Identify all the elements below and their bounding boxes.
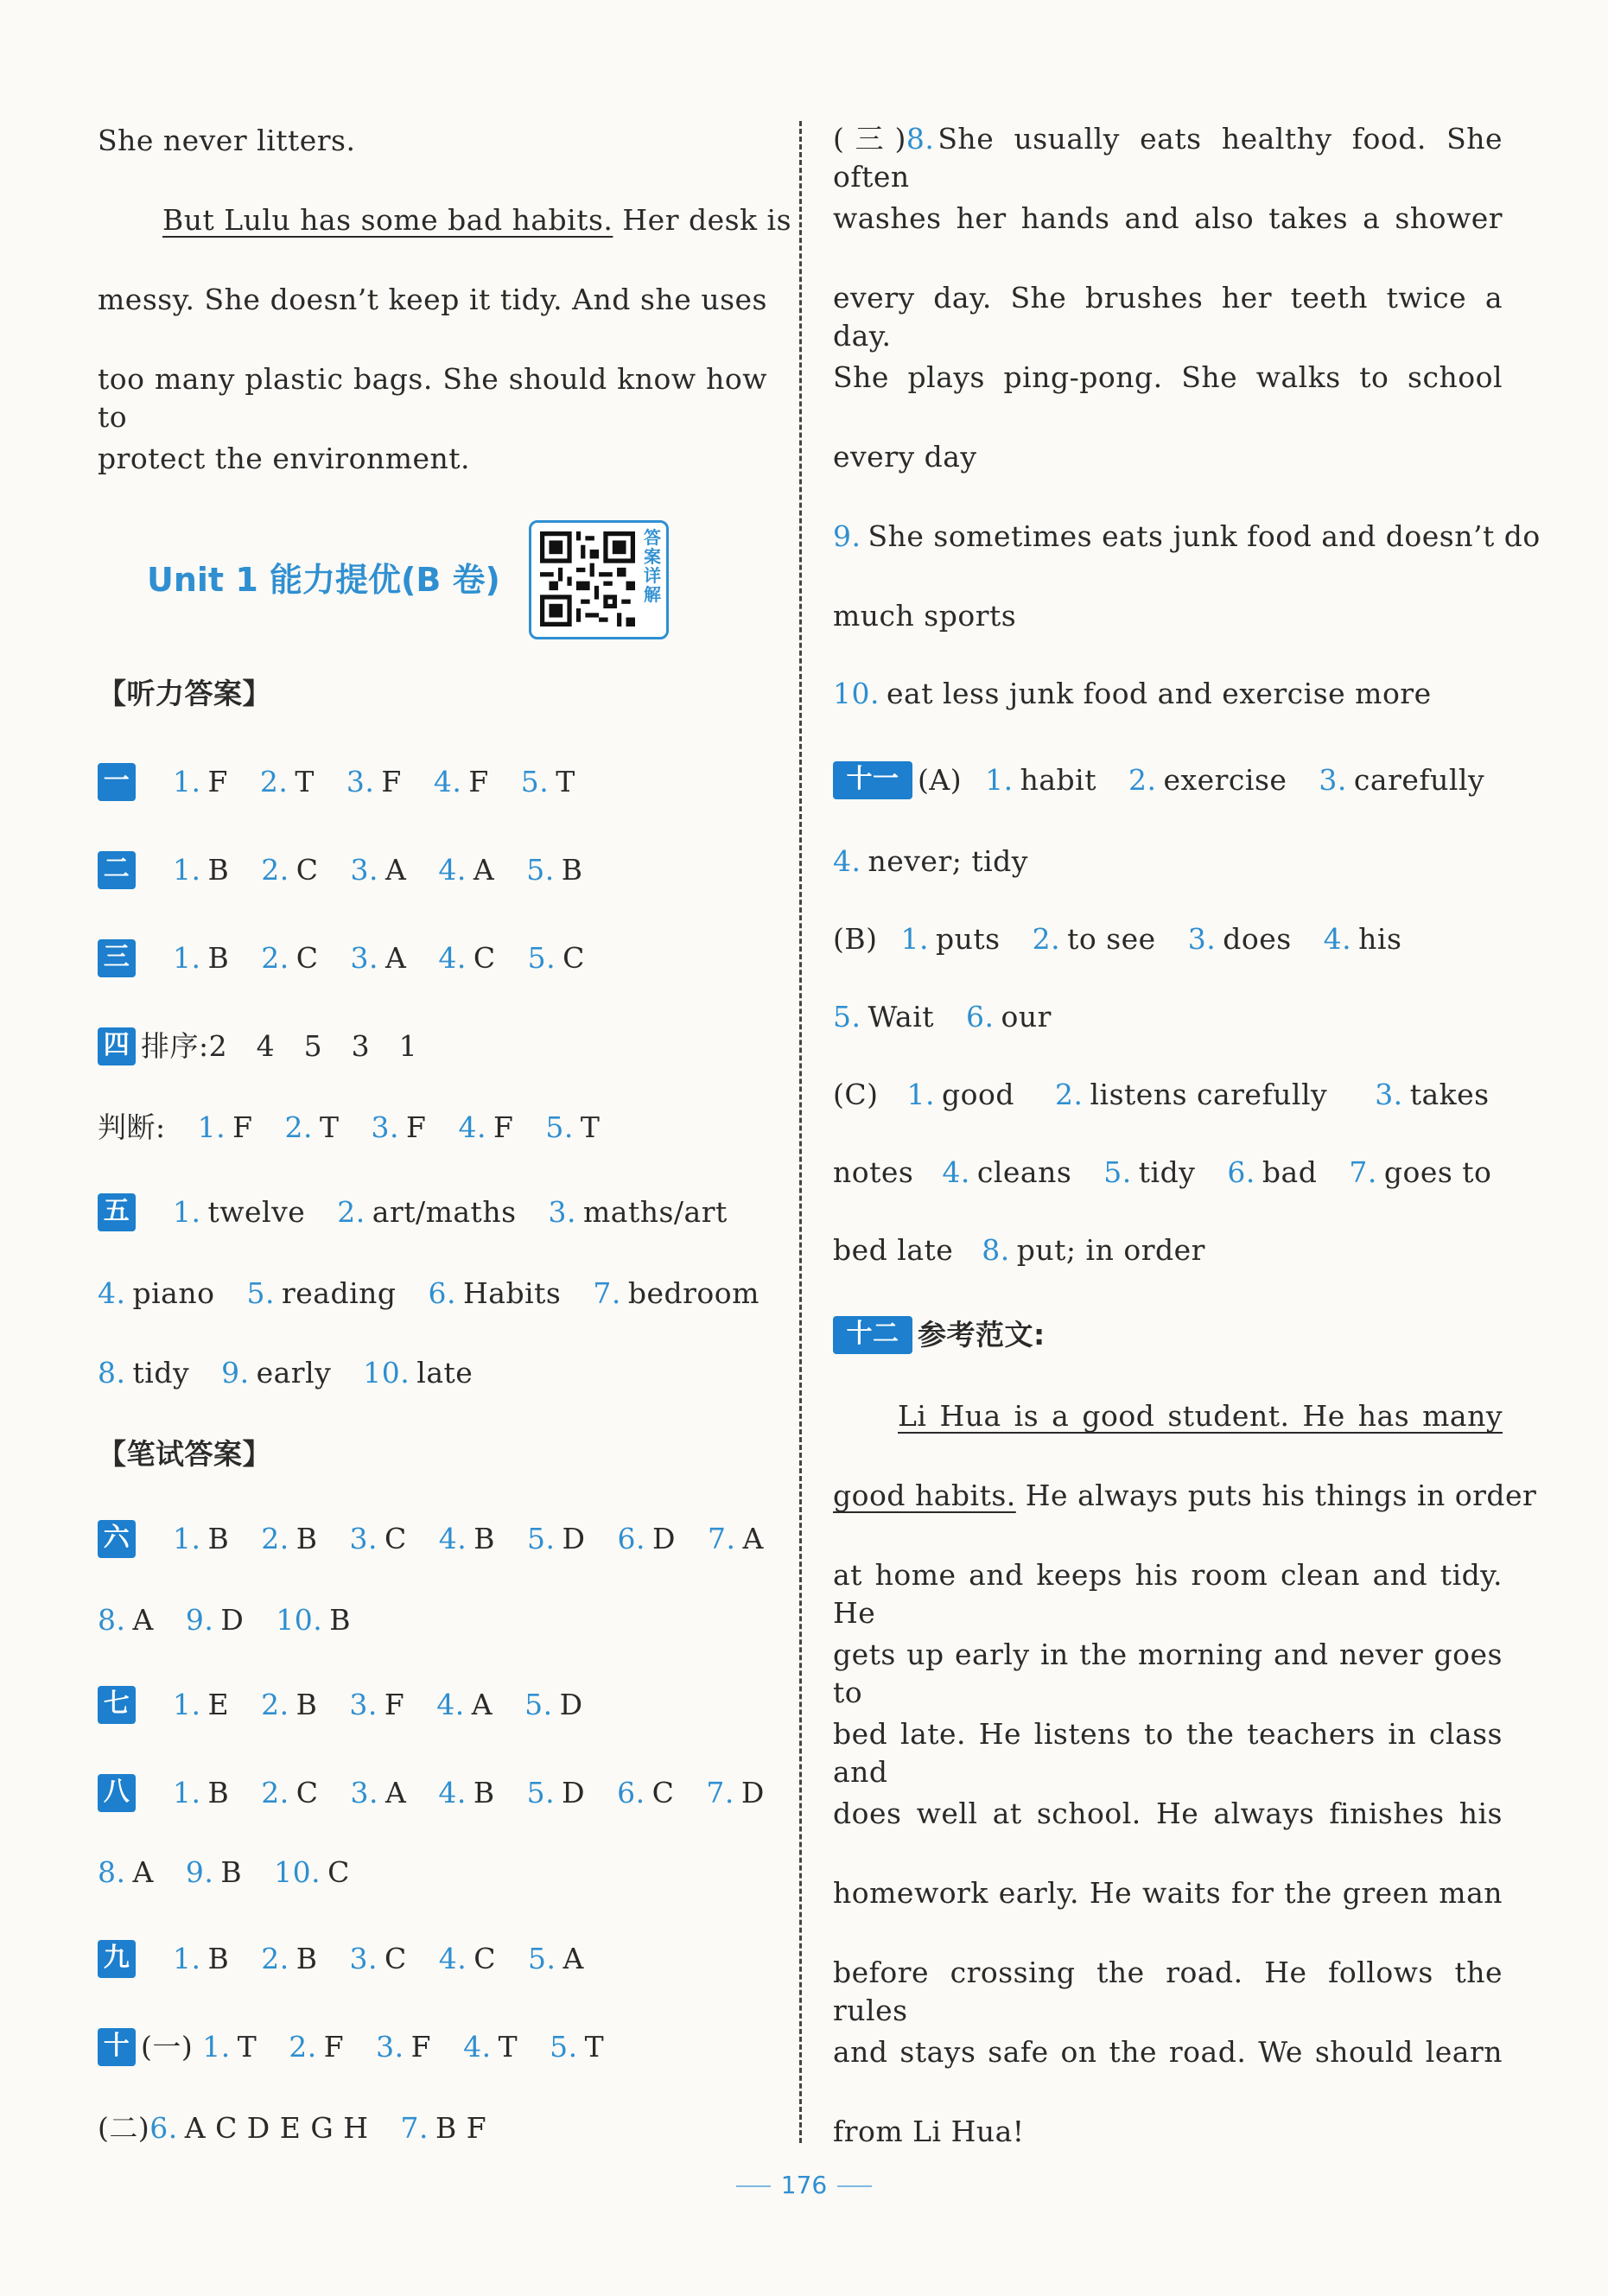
item-number: 4. bbox=[1323, 922, 1352, 956]
item-number: 4. bbox=[463, 2030, 492, 2064]
answer-item: 8. put; in order bbox=[982, 1233, 1205, 1267]
essay-line: gets up early in the morning and never goes to bbox=[833, 1638, 1503, 1709]
passage-line: But Lulu has some bad habits. Her desk is bbox=[162, 203, 792, 237]
item-number: 5. bbox=[550, 2030, 578, 2064]
answer-row bbox=[98, 1940, 767, 1978]
item-number: 5. bbox=[524, 1688, 553, 1721]
section-badge: 二 bbox=[98, 851, 136, 889]
answer-item: 4. never; tidy bbox=[833, 844, 1028, 878]
item-number: 4. bbox=[438, 1942, 467, 1975]
item-number: 2. bbox=[261, 1522, 289, 1555]
item-number: 2. bbox=[261, 1776, 289, 1809]
item-number: 3. bbox=[349, 1688, 378, 1721]
answer-row bbox=[833, 998, 1503, 1036]
item-number: 2. bbox=[1054, 1078, 1084, 1111]
answer-item: 1. F bbox=[173, 765, 228, 798]
answer-item: 4. A bbox=[438, 853, 495, 887]
answer-item: 5. T bbox=[545, 1110, 601, 1144]
item-number: 1. bbox=[906, 1078, 935, 1111]
item-number: 1. bbox=[173, 1688, 201, 1721]
item-number: 7. bbox=[593, 1276, 621, 1310]
section-badge: 九 bbox=[98, 1940, 136, 1978]
answer-item: 3. A bbox=[350, 941, 407, 975]
answer-item: 2. exercise bbox=[1128, 763, 1287, 797]
section-badge: 四 bbox=[98, 1027, 136, 1065]
item-number: 4. bbox=[833, 844, 861, 878]
answer-item: 4. cleans bbox=[942, 1155, 1072, 1189]
answer-item: 6. Habits bbox=[428, 1276, 562, 1310]
item-number: 3. bbox=[1187, 922, 1217, 956]
answer-item: 6. C bbox=[617, 1776, 675, 1809]
answer-item: 9. D bbox=[185, 1603, 245, 1637]
answer-item: 8. A bbox=[98, 1603, 154, 1637]
answer-row bbox=[98, 1193, 767, 1231]
answer-item: 2. T bbox=[259, 765, 315, 798]
item-number: 1. bbox=[173, 853, 201, 887]
answer-item: 3. F bbox=[349, 1688, 405, 1721]
section-badge: 一 bbox=[98, 763, 136, 801]
item-number: 1. bbox=[173, 1522, 201, 1555]
item-number: 1. bbox=[173, 1942, 201, 1975]
item-number: 8. bbox=[98, 1603, 126, 1637]
answer-item: 6. bad bbox=[1227, 1155, 1318, 1189]
item-number: 2. bbox=[259, 765, 289, 798]
answer-row: (C) 1. good 2. listens carefully 3. takes bbox=[833, 1076, 1503, 1114]
answer-item: 3. F bbox=[376, 2030, 432, 2064]
item-number: 10. bbox=[833, 677, 880, 710]
item-number: 3. bbox=[346, 765, 375, 798]
answer-row bbox=[98, 1520, 767, 1558]
item-number: 7. bbox=[707, 1522, 736, 1555]
answer-item: 7. A bbox=[707, 1522, 764, 1555]
item-number: 3. bbox=[1319, 763, 1347, 797]
answer-item: 6. our bbox=[966, 1000, 1052, 1034]
item-number: 4. bbox=[433, 765, 462, 798]
passage-line: She never litters. bbox=[98, 124, 356, 157]
essay-line: before crossing the road. He follows the rules bbox=[833, 1956, 1503, 2027]
qr-code-icon bbox=[540, 531, 635, 626]
item-number: 2. bbox=[261, 1942, 289, 1975]
listening-heading: 【听力答案】 bbox=[98, 677, 271, 710]
answer-row: 判断: 1. F 2. T 3. F 4. F 5. T bbox=[98, 1109, 767, 1147]
item-number: 7. bbox=[706, 1776, 734, 1809]
item-number: 2. bbox=[261, 941, 289, 975]
answer-item: 7. D bbox=[706, 1776, 765, 1809]
answer-item: 1. B bbox=[173, 1776, 230, 1809]
answer-row: 十二 参考范文: bbox=[833, 1316, 1503, 1354]
item-number: 10. bbox=[274, 1855, 321, 1889]
item-number: 4. bbox=[438, 853, 467, 887]
item-number: 3. bbox=[350, 1776, 379, 1809]
answer-item: 6. A C D E G H bbox=[149, 2111, 369, 2145]
answer-item: 5. D bbox=[527, 1522, 586, 1555]
answer-item: 3. A bbox=[350, 1776, 407, 1809]
essay-line: Li Hua is a good student. He has many bbox=[898, 1399, 1503, 1433]
column-divider bbox=[799, 121, 802, 2143]
item-number: 6. bbox=[149, 2111, 178, 2145]
answer-item: 3. does bbox=[1187, 922, 1292, 956]
item-number: 1. bbox=[202, 2030, 231, 2064]
answer-item: 2. C bbox=[261, 1776, 319, 1809]
item-number: 3. bbox=[349, 1942, 378, 1975]
item-number: 2. bbox=[261, 853, 289, 887]
item-number: 10. bbox=[363, 1356, 410, 1390]
item-number: 5. bbox=[527, 941, 556, 975]
answer-item: 3. takes bbox=[1375, 1078, 1490, 1111]
item-number: 6. bbox=[617, 1522, 646, 1555]
answer-item: 1. puts bbox=[900, 922, 1001, 956]
answer-item: 4. A bbox=[436, 1688, 493, 1721]
item-number: 4. bbox=[438, 1776, 467, 1809]
answer-item: 2. to see bbox=[1032, 922, 1156, 956]
answer-line: (三)8. She usually eats healthy food. She often bbox=[833, 122, 1503, 194]
answer-item: 2. F bbox=[289, 2030, 345, 2064]
answer-item: 5. C bbox=[527, 941, 585, 975]
item-number: 8. bbox=[982, 1233, 1010, 1267]
item-number: 3. bbox=[350, 941, 379, 975]
answer-item: 3. maths/art bbox=[548, 1195, 728, 1229]
answer-line: 9. She sometimes eats junk food and doesn’t do bbox=[833, 519, 1541, 553]
item-number: 5. bbox=[528, 1942, 556, 1975]
answer-row: (二)6. A C D E G H 7. B F bbox=[98, 2109, 767, 2147]
essay-line: bed late. He listens to the teachers in class and bbox=[833, 1717, 1503, 1789]
item-number: 8. bbox=[98, 1356, 126, 1390]
answer-row: 十一 (A) 1. habit 2. exercise 3. carefully bbox=[833, 761, 1503, 799]
item-number: 5. bbox=[527, 1522, 556, 1555]
item-number: 3. bbox=[371, 1110, 400, 1144]
answer-row bbox=[98, 851, 767, 889]
item-number: 4. bbox=[458, 1110, 486, 1144]
item-number: 2. bbox=[1128, 763, 1157, 797]
item-number: 2. bbox=[289, 2030, 317, 2064]
item-number: 5. bbox=[520, 765, 550, 798]
answer-item: 1. B bbox=[173, 853, 230, 887]
answer-item: 9. B bbox=[185, 1855, 243, 1889]
item-number: 10. bbox=[276, 1603, 323, 1637]
answer-item: 3. F bbox=[371, 1110, 427, 1144]
page-number-dash bbox=[736, 2185, 771, 2187]
item-number: 1. bbox=[173, 765, 201, 798]
item-number: 4. bbox=[436, 1688, 465, 1721]
answer-item: 1. E bbox=[173, 1688, 230, 1721]
answer-item: 7. B F bbox=[400, 2111, 487, 2145]
section-badge: 十二 bbox=[833, 1316, 912, 1354]
answer-item: 5. Wait bbox=[833, 1000, 935, 1034]
answer-row: notes 4. cleans 5. tidy 6. bad 7. goes to bbox=[833, 1154, 1503, 1192]
item-number: 5. bbox=[246, 1276, 275, 1310]
answer-item: 4. C bbox=[438, 941, 496, 975]
item-number: 9. bbox=[221, 1356, 250, 1390]
section-badge: 十一 bbox=[833, 761, 912, 799]
item-number: 1. bbox=[173, 1776, 201, 1809]
item-number: 7. bbox=[1349, 1155, 1377, 1189]
passage-line: too many plastic bags. She should know how to bbox=[98, 362, 767, 434]
answer-item: 2. B bbox=[261, 1942, 318, 1975]
answer-item: 1. F bbox=[197, 1110, 253, 1144]
answer-item: 3. carefully bbox=[1319, 763, 1485, 797]
item-number: 6. bbox=[966, 1000, 995, 1034]
answer-item: 1. habit bbox=[985, 763, 1096, 797]
item-number: 1. bbox=[173, 941, 201, 975]
qr-code[interactable] bbox=[529, 520, 669, 639]
answer-item: 4. F bbox=[458, 1110, 514, 1144]
answer-item: 4. his bbox=[1323, 922, 1402, 956]
essay-line: homework early. He waits for the green man bbox=[833, 1876, 1503, 1910]
answer-item: 5. B bbox=[526, 853, 583, 887]
answer-row: (B) 1. puts 2. to see 3. does 4. his bbox=[833, 920, 1503, 958]
answer-row bbox=[98, 939, 767, 977]
answer-row: bed late 8. put; in order bbox=[833, 1231, 1503, 1269]
answer-line: She plays ping-pong. She walks to school bbox=[833, 360, 1503, 394]
answer-item: 5. reading bbox=[246, 1276, 397, 1310]
answer-item: 5. D bbox=[526, 1776, 586, 1809]
item-number: 8. bbox=[98, 1855, 126, 1889]
item-number: 4. bbox=[438, 941, 467, 975]
answer-item: 2. B bbox=[261, 1688, 318, 1721]
answer-row: 十 (一) 1. T 2. F 3. F 4. T 5. T bbox=[98, 2028, 767, 2066]
item-number: 2. bbox=[1032, 922, 1061, 956]
answer-item: 8. A bbox=[98, 1855, 154, 1889]
answer-item: 3. C bbox=[349, 1942, 407, 1975]
item-number: 2. bbox=[284, 1110, 314, 1144]
answer-item: 2. B bbox=[261, 1522, 318, 1555]
answer-item: 2. art/maths bbox=[337, 1195, 517, 1229]
answer-item: 8. tidy bbox=[98, 1356, 190, 1390]
answer-item: 10. B bbox=[276, 1603, 352, 1637]
answer-row bbox=[98, 1354, 767, 1392]
essay-line: from Li Hua! bbox=[833, 2115, 1025, 2148]
answer-row: 四 排序:2 4 5 3 1 bbox=[98, 1027, 767, 1065]
answer-item: 2. listens carefully bbox=[1054, 1078, 1328, 1111]
item-number: 3. bbox=[1375, 1078, 1403, 1111]
item-number: 2. bbox=[261, 1688, 289, 1721]
answer-item: 10. C bbox=[274, 1855, 350, 1889]
essay-line: does well at school. He always finishes his bbox=[833, 1797, 1503, 1830]
page-number: 176 bbox=[0, 2171, 1608, 2199]
item-number: 7. bbox=[400, 2111, 429, 2145]
answer-row bbox=[98, 1686, 767, 1724]
answer-item: 1. B bbox=[173, 941, 230, 975]
answer-item: 9. early bbox=[221, 1356, 332, 1390]
item-number: 9. bbox=[185, 1603, 214, 1637]
answer-item: 5. T bbox=[520, 765, 575, 798]
answer-row bbox=[98, 1601, 767, 1639]
item-number: 6. bbox=[428, 1276, 457, 1310]
answer-item: 7. goes to bbox=[1349, 1155, 1492, 1189]
answer-item: 3. A bbox=[350, 853, 407, 887]
item-number: 1. bbox=[985, 763, 1014, 797]
item-number: 5. bbox=[526, 1776, 556, 1809]
passage-line: protect the environment. bbox=[98, 442, 471, 475]
answer-line: every day. She brushes her teeth twice a day. bbox=[833, 281, 1503, 353]
answer-row bbox=[98, 1774, 767, 1812]
answer-item: 3. F bbox=[346, 765, 402, 798]
essay-line: at home and keeps his room clean and tidy. He bbox=[833, 1558, 1503, 1630]
answer-item: 1. B bbox=[173, 1522, 230, 1555]
item-number: 4. bbox=[438, 1522, 467, 1555]
answer-row bbox=[98, 1275, 767, 1313]
passage-line: messy. She doesn’t keep it tidy. And she uses bbox=[98, 283, 767, 316]
essay-line: and stays safe on the road. We should learn bbox=[833, 2035, 1503, 2069]
answer-row bbox=[98, 1854, 767, 1892]
answer-item: 5. T bbox=[550, 2030, 605, 2064]
answer-item: 2. C bbox=[261, 853, 319, 887]
answer-item: 4. F bbox=[433, 765, 489, 798]
item-number: 5. bbox=[1103, 1155, 1132, 1189]
answer-item: 7. bedroom bbox=[593, 1276, 760, 1310]
answer-item: 1. T bbox=[202, 2030, 257, 2064]
item-number: 5. bbox=[833, 1000, 861, 1034]
item-number: 4. bbox=[942, 1155, 970, 1189]
answer-line: 10. eat less junk food and exercise more bbox=[833, 677, 1432, 710]
answer-item: 1. B bbox=[173, 1942, 230, 1975]
answer-item: 2. C bbox=[261, 941, 319, 975]
answer-row bbox=[98, 763, 767, 801]
item-number: 3. bbox=[376, 2030, 404, 2064]
item-number: 3. bbox=[350, 853, 379, 887]
qr-side-label: 答案详解 bbox=[644, 527, 661, 605]
item-number: 8. bbox=[906, 122, 935, 156]
answer-item: 4. B bbox=[438, 1776, 495, 1809]
item-number: 3. bbox=[548, 1195, 577, 1229]
answer-line: washes her hands and also takes a shower bbox=[833, 201, 1503, 235]
answer-item: 5. A bbox=[528, 1942, 584, 1975]
item-number: 9. bbox=[833, 519, 861, 553]
item-number: 6. bbox=[1227, 1155, 1255, 1189]
item-number: 3. bbox=[349, 1522, 378, 1555]
answer-row bbox=[833, 843, 1503, 881]
answer-line: every day bbox=[833, 440, 977, 474]
item-number: 1. bbox=[900, 922, 929, 956]
answer-item: 10. late bbox=[363, 1356, 474, 1390]
section-badge: 五 bbox=[98, 1193, 136, 1231]
answer-item: 5. D bbox=[524, 1688, 583, 1721]
item-number: 1. bbox=[197, 1110, 226, 1144]
written-heading: 【笔试答案】 bbox=[98, 1437, 271, 1471]
item-number: 9. bbox=[185, 1855, 214, 1889]
item-number: 1. bbox=[173, 1195, 201, 1229]
section-title: Unit 1 能力提优(B 卷) bbox=[147, 561, 500, 599]
answer-item: 1. good bbox=[906, 1078, 1014, 1111]
item-number: 5. bbox=[545, 1110, 574, 1144]
answer-item: 5. tidy bbox=[1103, 1155, 1196, 1189]
section-badge: 六 bbox=[98, 1520, 136, 1558]
section-badge: 七 bbox=[98, 1686, 136, 1724]
answer-item: 3. C bbox=[349, 1522, 407, 1555]
answer-item: 6. D bbox=[617, 1522, 676, 1555]
answer-item: 4. B bbox=[438, 1522, 496, 1555]
answer-item: 2. T bbox=[284, 1110, 340, 1144]
answer-item: 4. piano bbox=[98, 1276, 215, 1310]
section-badge: 十 bbox=[98, 2028, 136, 2066]
item-number: 4. bbox=[98, 1276, 126, 1310]
answer-item: 4. C bbox=[438, 1942, 497, 1975]
answer-line: much sports bbox=[833, 599, 1017, 633]
page-number-dash bbox=[837, 2185, 872, 2187]
underlined-sentence: But Lulu has some bad habits. bbox=[162, 203, 613, 237]
item-number: 6. bbox=[617, 1776, 645, 1809]
answer-item: 1. twelve bbox=[173, 1195, 306, 1229]
answer-item: 4. T bbox=[463, 2030, 518, 2064]
section-badge: 三 bbox=[98, 939, 136, 977]
item-number: 5. bbox=[526, 853, 555, 887]
item-number: 2. bbox=[337, 1195, 365, 1229]
section-badge: 八 bbox=[98, 1774, 136, 1812]
essay-line: good habits. He always puts his things in order bbox=[833, 1479, 1537, 1512]
